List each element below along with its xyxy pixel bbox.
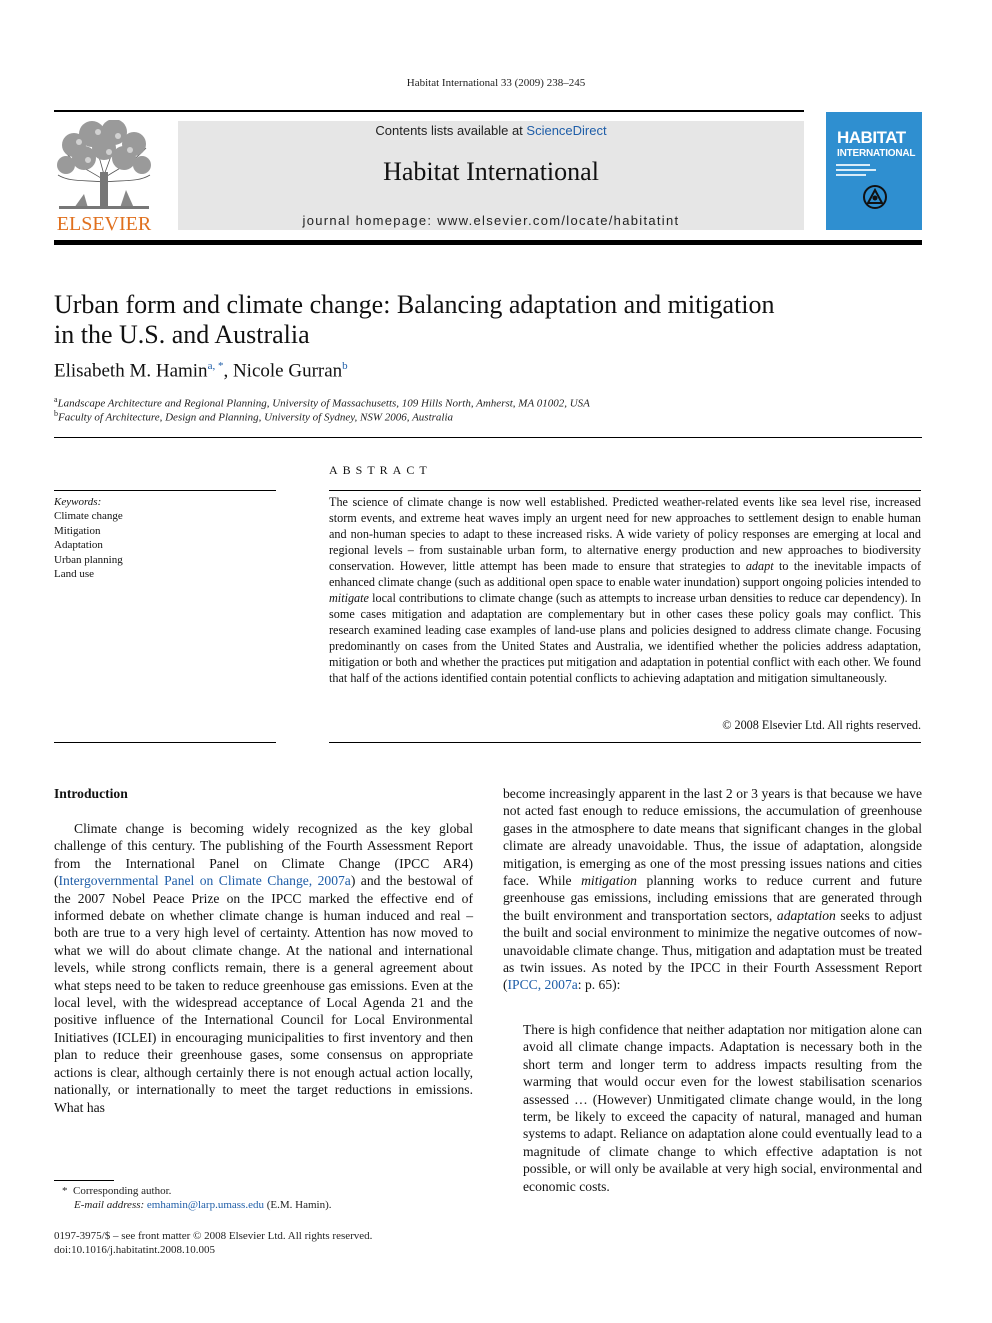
keyword-item: Urban planning	[54, 553, 123, 566]
keywords-label: Keywords:	[54, 496, 102, 508]
footnote-text: Corresponding author.	[73, 1185, 172, 1197]
body-emphasis: mitigation	[581, 873, 637, 889]
block-quote: There is high confidence that neither adaptation nor mitigation alone can avoid all climate change impacts. Adaptation is necessary both in the short term and longer term to address impacts resulting from the warming that would occur even for the lowest stabilisation scenarios assessed … (However) Unmitigated climate change would, in the long term, be likely to exceed the capacity of natural, managed and human systems to adapt. Reliance on adaptation alone could eventually lead to a magnitude of climate change to which effective adaptation is not possible, or will only be available at very high social, environmental and economic costs.	[523, 1022, 922, 1194]
author-list	[54, 360, 348, 382]
sciencedirect-link[interactable]: ScienceDirect	[526, 123, 607, 138]
abstract-emphasis: mitigate	[329, 591, 369, 605]
article-title-line2: in the U.S. and Australia	[54, 320, 310, 349]
abstract-heading: ABSTRACT	[329, 463, 432, 477]
author-affil-marker[interactable]: b	[342, 360, 348, 372]
body-text: ) and the bestowal of the 2007 Nobel Peace Prize on the IPCC marked the effective end of informed debate on whether climate change is human induced and real – both are true to a very high level of certainty. Attention has now moved to what we will do about climate change. At the national and international levels, while strong conflicts remain, there is a general agreement about what steps need to be taken to reduce greenhouse gas emissions. Even at the local level, with the widespread acceptance of Local Agenda 21 and the positive influence of the International Council for Local Environmental Initiatives (ICLEI) in encouraging municipalities to first inventory and then plan to reduce their greenhouse gases, some consensus on appropriate actions is clear, although certainly there is not enough actual action locally, nationally, or internationally to meet the target reductions in emissions. What has	[54, 873, 473, 1115]
body-left-column	[54, 820, 473, 1116]
body-text: : p. 65):	[577, 977, 621, 993]
contents-line	[178, 123, 804, 138]
journal-reference: Habitat International 33 (2009) 238–245	[406, 77, 586, 89]
elsevier-tree-icon	[54, 120, 154, 212]
cover-text-line	[836, 169, 876, 171]
body-emphasis: adaptation	[776, 907, 836, 923]
email-suffix: (E.M. Hamin).	[263, 1199, 332, 1211]
keyword-item: Adaptation	[54, 539, 103, 552]
article-title-line1: Urban form and climate change: Balancing adaptation and mitigation	[54, 290, 775, 319]
affiliation-marker: a	[54, 395, 58, 404]
header-thick-rule	[54, 240, 922, 245]
issn-line: 0197-3975/$ – see front matter © 2008 Elsevier Ltd. All rights reserved.	[54, 1230, 373, 1242]
abstract-text	[329, 494, 921, 686]
keywords-top-rule	[54, 490, 276, 491]
contents-prefix: Contents lists available at	[375, 123, 527, 138]
author-name[interactable]: Nicole Gurran	[232, 360, 343, 382]
publisher-wordmark: ELSEVIER	[56, 213, 152, 235]
article-title	[54, 290, 874, 350]
abstract-text-part: to the inevitable impacts of enhanced climate change (such as additional open space to enable water inundation) support ongoing policies intended to	[329, 559, 921, 589]
section-divider	[54, 437, 922, 438]
body-text: become increasingly apparent in the last 2 or 3 years is that because we have not acted fast enough to reduce emissions, the accumulation of greenhouse gases in the atmosphere to date means that significant changes in the global climate are already unavoidable. Thus, the issue of adaptation, alongside mitigation, is emerging as one of the most pressing issues nations and cities face. While	[503, 786, 922, 889]
author-affil-marker[interactable]: a, *	[207, 360, 224, 372]
keyword-item: Climate change	[54, 510, 123, 523]
journal-homepage[interactable]: journal homepage: www.elsevier.com/locate/habitatint	[302, 213, 680, 228]
affiliation-text: Faculty of Architecture, Design and Planning, University of Sydney, NSW 2006, Australia	[58, 411, 454, 424]
affiliation-b	[54, 409, 453, 424]
abstract-top-rule	[329, 490, 921, 491]
email-label: E-mail address:	[74, 1199, 145, 1211]
author-separator: ,	[223, 360, 233, 382]
cover-text-line	[836, 164, 870, 166]
journal-cover[interactable]	[826, 112, 922, 230]
footnote-email	[74, 1199, 331, 1211]
footnote-marker: *	[62, 1185, 68, 1197]
journal-banner	[178, 121, 804, 230]
body-text: seeks to adjust the built and social environment to minimize the negative outcomes of now-unavoidable climate change. Thus, mitigation and adaptation must be treated as twin issues. As noted by the IPCC in their Fourth Assessment Report (	[503, 907, 923, 993]
affiliation-text: Landscape Architecture and Regional Planning, University of Massachusetts, 109 Hills North, Amherst, MA 01002, USA	[57, 397, 590, 410]
keyword-item: Mitigation	[54, 524, 101, 537]
body-right-column	[503, 785, 922, 994]
abstract-copyright: © 2008 Elsevier Ltd. All rights reserved.	[722, 718, 921, 732]
keyword-item: Land use	[54, 568, 95, 581]
header-rule	[54, 110, 804, 112]
affiliation-a	[54, 395, 590, 410]
author-name[interactable]: Elisabeth M. Hamin	[54, 360, 208, 382]
footnote-rule	[54, 1180, 114, 1181]
publisher-logo[interactable]	[54, 120, 154, 235]
cover-title-line2: INTERNATIONAL	[837, 148, 916, 159]
email-link[interactable]: emhamin@larp.umass.edu	[146, 1199, 264, 1211]
affiliation-marker: b	[54, 409, 58, 418]
keywords-bottom-rule	[54, 742, 276, 743]
cover-title-line1: HABITAT	[837, 128, 906, 147]
journal-emblem-icon	[862, 184, 888, 210]
abstract-emphasis: adapt	[745, 559, 774, 573]
body-text: Climate change is becoming widely recognized as the key global challenge of this century. The publishing of the Fourth Assessment Report from the International Panel on Climate Change (IPCC AR4) (	[54, 821, 473, 889]
footnote-corresponding	[62, 1185, 171, 1197]
citation-link[interactable]: IPCC, 2007a	[507, 977, 578, 993]
cover-text-line	[836, 174, 866, 176]
abstract-bottom-rule	[329, 742, 921, 743]
abstract-text-part: The science of climate change is now well established. Predicted weather-related events like sea level rise, increased storm events, and extreme heat waves imply an urgent need for new approaches to settlement design to enable human and non-human species to adapt to these increased risks. A wide variety of policy responses are emerging at local and regional levels – from sustainable urban form, to alternative energy production and new approaches to biodiversity conservation. However, little attempt has been made to ensure that strategies to	[329, 495, 921, 573]
cover-title	[837, 130, 915, 162]
keywords-block	[54, 495, 123, 581]
journal-title: Habitat International	[383, 157, 599, 186]
abstract-text-part: local contributions to climate change (such as attempts to increase urban densities to reduce car dependency). In some cases mitigation and adaptation are complementary but in other cases these policy goals may conflict. This research examined leading case examples of land-use plans and policies designed to address climate change. Focusing predominantly on cases from the United States and Australia, we identified whether the policies address adaptation, mitigation or both and whether the practices put mitigation and adaptation in potential conflict with each other. We found that half of the actions identified contain potential conflicts to achieving adaptation and mitigation simultaneously.	[329, 591, 921, 685]
doi-line[interactable]: doi:10.1016/j.habitatint.2008.10.005	[54, 1244, 216, 1256]
section-heading: Introduction	[54, 786, 128, 801]
citation-link[interactable]: Intergovernmental Panel on Climate Change, 2007a	[58, 873, 351, 889]
body-text: planning works to reduce current and future greenhouse gas emissions, including emissions that are generated through the built environment and transportation sectors,	[503, 873, 922, 923]
